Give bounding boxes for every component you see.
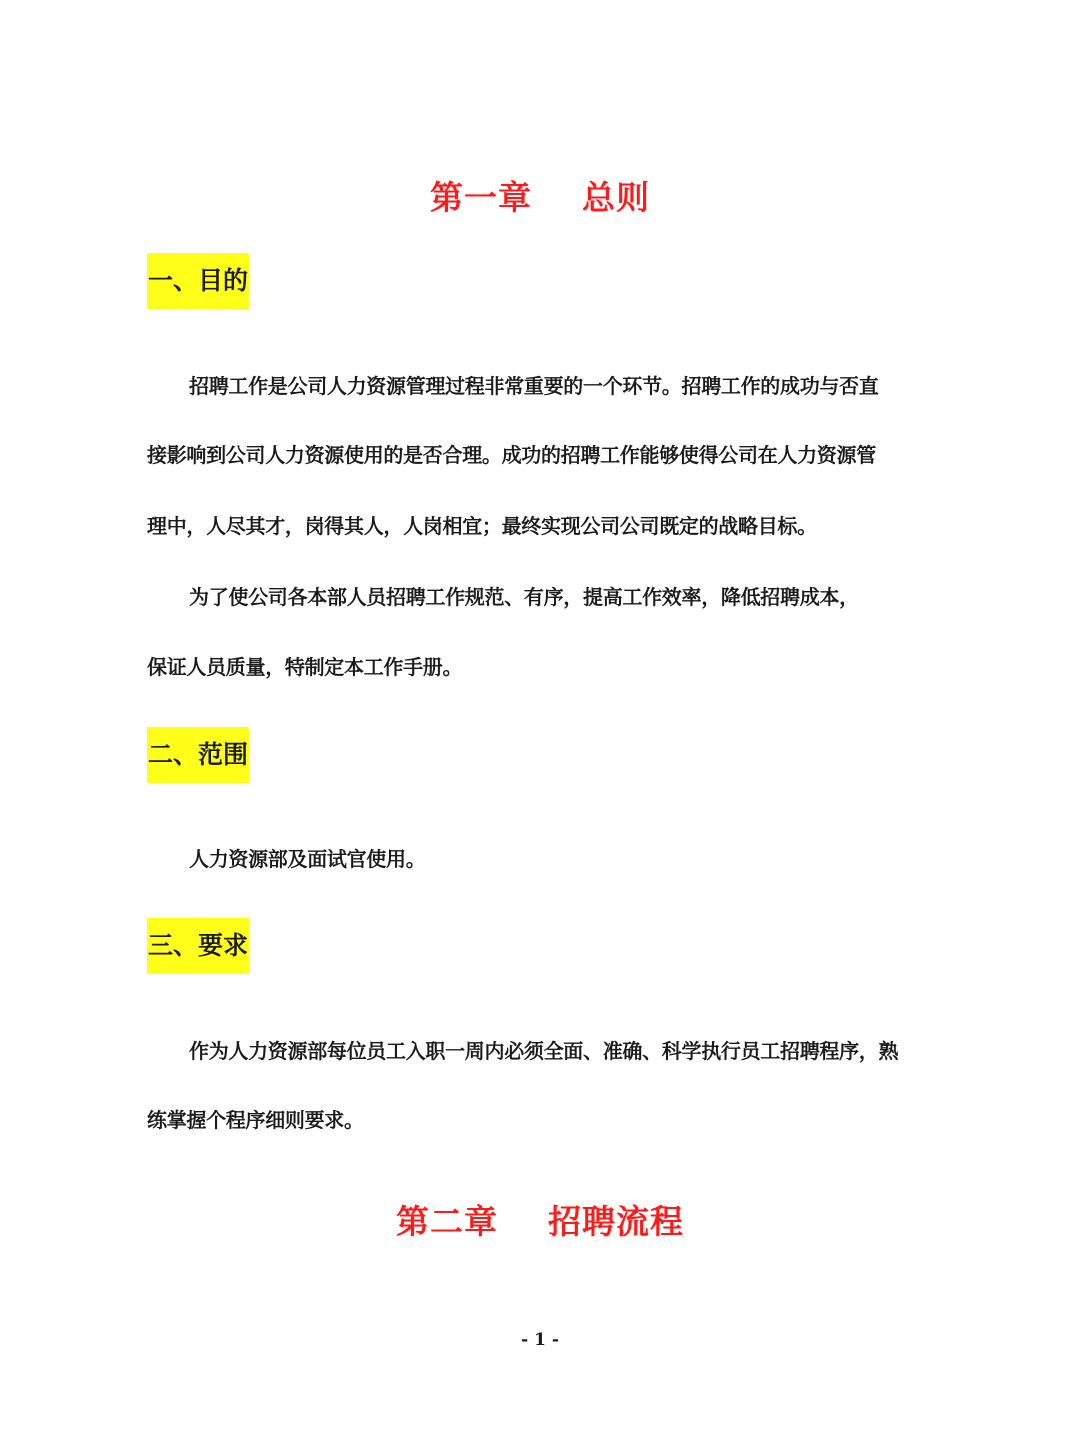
section-1-line-1: 招聘工作是公司人力资源管理过程非常重要的一个环节。招聘工作的成功与否直 — [189, 374, 879, 398]
page-number: - 1 - — [521, 1330, 559, 1350]
chapter-2-title: 第二章 招聘流程 — [396, 1202, 684, 1241]
section-1-line-5: 保证人员质量，特制定本工作手册。 — [147, 655, 463, 679]
section-3-heading: 三、要求 — [147, 918, 249, 974]
section-2-line-1: 人力资源部及面试官使用。 — [189, 847, 426, 871]
section-1-line-2: 接影响到公司人力资源使用的是否合理。成功的招聘工作能够使得公司在人力资源管 — [147, 443, 876, 467]
section-1-line-4: 为了使公司各本部人员招聘工作规范、有序，提高工作效率，降低招聘成本， — [189, 585, 859, 609]
chapter-1-title: 第一章 总则 — [430, 178, 650, 217]
section-2-heading: 二、范围 — [147, 727, 249, 783]
section-1-heading: 一、目的 — [147, 253, 249, 309]
section-1-line-3: 理中，人尽其才，岗得其人，人岗相宜；最终实现公司公司既定的战略目标。 — [147, 514, 817, 538]
section-3-line-1: 作为人力资源部每位员工入职一周内必须全面、准确、科学执行员工招聘程序，熟 — [189, 1039, 899, 1063]
section-3-line-2: 练掌握个程序细则要求。 — [147, 1108, 364, 1132]
